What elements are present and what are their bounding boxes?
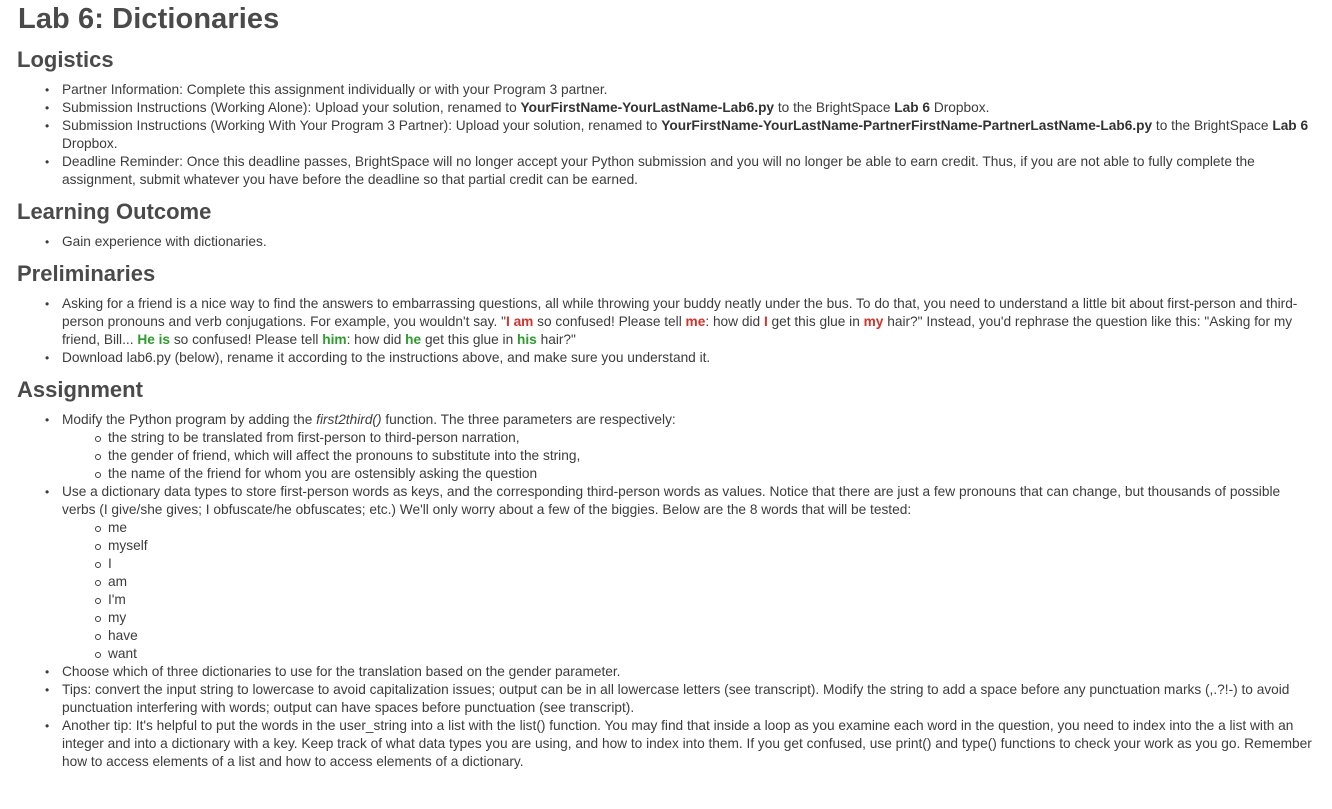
- learning-outcome-heading: Learning Outcome: [17, 199, 212, 224]
- list-item: • Another tip: It's helpful to put the words in the user_string into a list with the list() function. You may find that inside a loop as you examine each word in the question, you need to index into the a list with an integer and into a dictionary with a key. Keep track of what data types you are using, and how to index into them. If you get confused, use print() and type() functions to check your work as you go. Remember how to access elements of a list and how to access elements of a dictionary.: [62, 717, 1316, 771]
- filename: YourFirstName-YourLastName-PartnerFirstName-PartnerLastName-Lab6.py: [661, 118, 1153, 133]
- parameter-item: the string to be translated from first-person to third-person narration,: [108, 429, 1316, 447]
- function-name: first2third(): [316, 412, 382, 427]
- parameter-list: [62, 429, 1316, 483]
- word-item: want: [108, 645, 1316, 663]
- preliminaries-heading: Preliminaries: [17, 261, 156, 286]
- filename: YourFirstName-YourLastName-Lab6.py: [520, 100, 775, 115]
- list-item: • Tips: convert the input string to lowercase to avoid capitalization issues; output can be in all lowercase letters (see transcript). Modify the string to add a space before any punctuation marks (,.?!-) to avoid punctuation interfering with words; output can have spaces before punctuation (see transcript).: [62, 681, 1316, 717]
- list-item: • Gain experience with dictionaries.: [62, 233, 1316, 251]
- assignment-heading: Assignment: [17, 377, 143, 402]
- list-item: • Partner Information: Complete this assignment individually or with your Program 3 partner.: [62, 81, 1316, 99]
- dropbox-name: Lab 6: [1272, 118, 1309, 133]
- list-item: • Submission Instructions (Working With Your Program 3 Partner): Upload your solution, renamed to YourFirstName-YourLastName-PartnerFirstName-PartnerLastName-Lab6.py to the BrightSpace Lab 6 Dropbox.: [62, 117, 1316, 153]
- dropbox-name: Lab 6: [894, 100, 931, 115]
- word-item: my: [108, 609, 1316, 627]
- word-item: me: [108, 519, 1316, 537]
- list-item: • Deadline Reminder: Once this deadline passes, BrightSpace will no longer accept your Python submission and you will no longer be able to earn credit. Thus, if you are not able to fully complete the assignment, submit whatever you have before the deadline so that partial credit can be earned.: [62, 153, 1316, 189]
- logistics-heading: Logistics: [17, 47, 114, 72]
- parameter-item: the name of the friend for whom you are ostensibly asking the question: [108, 465, 1316, 483]
- assignment-list: [17, 411, 1316, 771]
- parameter-item: the gender of friend, which will affect the pronouns to substitute into the string,: [108, 447, 1316, 465]
- list-item: • Asking for a friend is a nice way to find the answers to embarrassing questions, all while throwing your buddy neatly under the bus. To do that, you need to understand a little bit about first-person and third-person pronouns and verb conjugations. For example, you wouldn't say. "I am so confused! Please tell me: how did I get this glue in my hair?" Instead, you'd rephrase the question like this: "Asking for my friend, Bill... He is so confused! Please tell him: how did he get this glue in his hair?": [62, 295, 1316, 349]
- tested-words-list: [62, 519, 1316, 663]
- word-item: am: [108, 573, 1316, 591]
- word-item: I: [108, 555, 1316, 573]
- word-item: have: [108, 627, 1316, 645]
- learning-outcome-list: [17, 233, 1316, 251]
- list-item: • Modify the Python program by adding the first2third() function. The three parameters are respectively: the string to be translated from first-person to third-person narration, the gender of friend, which will affect the pronouns to substitute into the string, the name of the friend for whom you are ostensibly asking the question: [62, 411, 1316, 483]
- list-item: • Submission Instructions (Working Alone): Upload your solution, renamed to YourFirstName-YourLastName-Lab6.py to the BrightSpace Lab 6 Dropbox.: [62, 99, 1316, 117]
- list-item: • Download lab6.py (below), rename it according to the instructions above, and make sure you understand it.: [62, 349, 1316, 367]
- logistics-list: [17, 81, 1316, 189]
- list-item: • Use a dictionary data types to store first-person words as keys, and the corresponding third-person words as values. Notice that there are just a few pronouns that can change, but thousands of possible verbs (I give/she gives; I obfuscate/he obfuscates; etc.) We'll only worry about a few of the biggies. Below are the 8 words that will be tested: me myself I am I'm my have want: [62, 483, 1316, 663]
- word-item: myself: [108, 537, 1316, 555]
- page-title: Lab 6: Dictionaries: [18, 3, 280, 35]
- preliminaries-list: [17, 295, 1316, 367]
- list-item: • Choose which of three dictionaries to use for the translation based on the gender parameter.: [62, 663, 1316, 681]
- word-item: I'm: [108, 591, 1316, 609]
